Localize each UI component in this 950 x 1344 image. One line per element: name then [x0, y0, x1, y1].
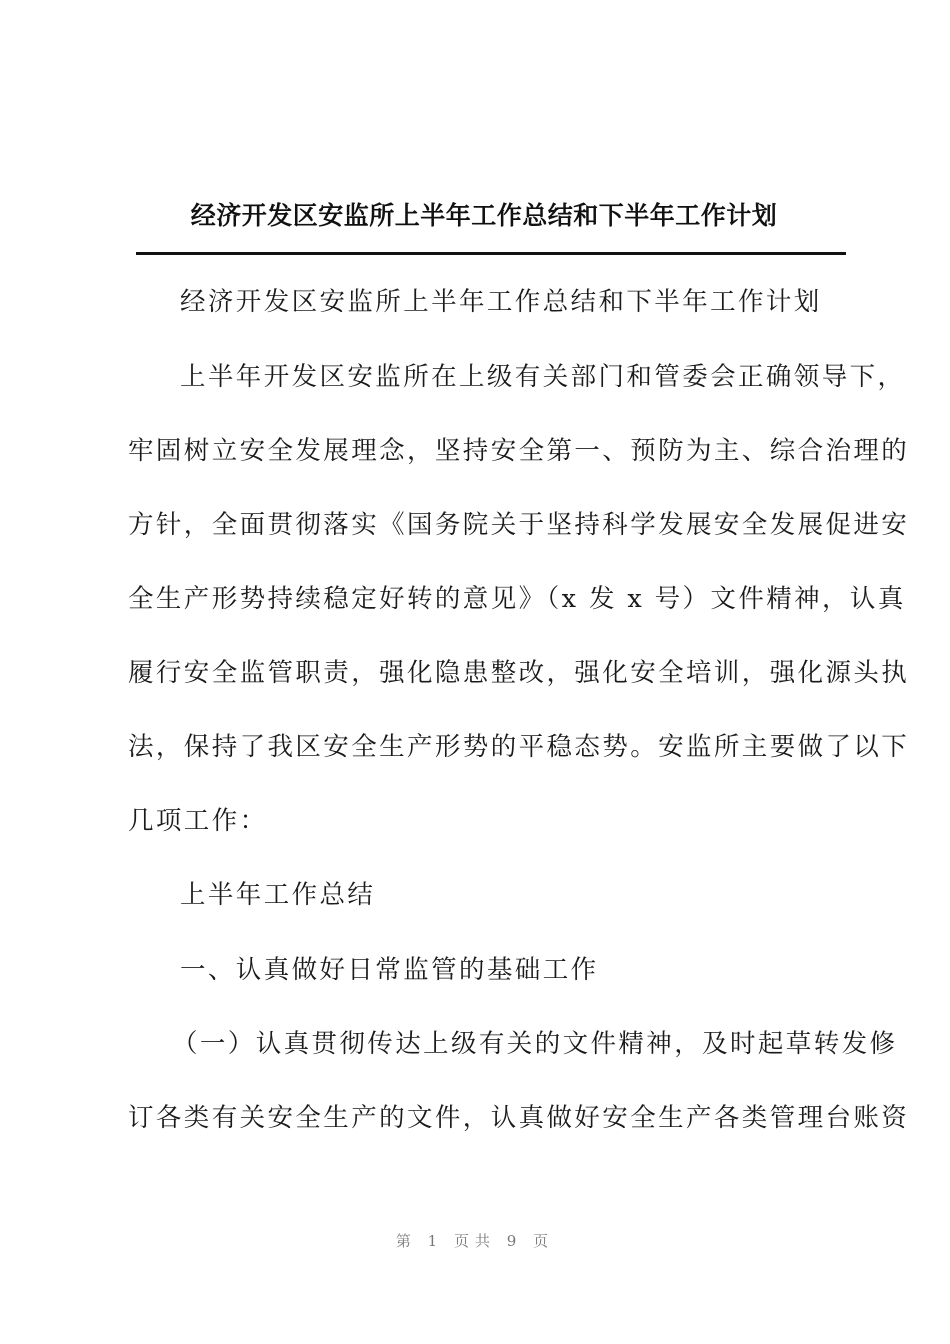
footer-middle: 页共 [453, 1232, 496, 1250]
body-subtitle: 经济开发区安监所上半年工作总结和下半年工作计划 [180, 287, 822, 317]
footer-prefix: 第 [395, 1232, 417, 1250]
document-title: 经济开发区安监所上半年工作总结和下半年工作计划 [190, 201, 778, 230]
title-underline [136, 252, 846, 255]
paragraph-line: 订各类有关安全生产的文件，认真做好安全生产各类管理台账资 [128, 1103, 910, 1133]
paragraph-line: 方针，全面贯彻落实《国务院关于坚持科学发展安全发展促进安 [128, 510, 910, 540]
paragraph-line: 履行安全监管职责，强化隐患整改，强化安全培训，强化源头执 [128, 658, 910, 688]
subsection-heading: 一、认真做好日常监管的基础工作 [180, 955, 599, 985]
paragraph-line: 几项工作： [128, 806, 268, 836]
paragraph-line: 法，保持了我区安全生产形势的平稳态势。安监所主要做了以下 [128, 732, 910, 762]
paragraph-line: 牢固树立安全发展理念，坚持安全第一、预防为主、综合治理的 [128, 436, 910, 466]
footer-total-pages: 9 [506, 1232, 523, 1250]
footer-page-number: 1 [427, 1232, 444, 1250]
paragraph-line: 上半年开发区安监所在上级有关部门和管委会正确领导下， [180, 362, 906, 392]
footer-suffix: 页 [533, 1232, 555, 1250]
section-heading: 上半年工作总结 [180, 880, 376, 910]
page-footer [0, 1230, 950, 1251]
paragraph-line: 全生产形势持续稳定好转的意见》（x 发 x 号）文件精神，认真 [128, 584, 906, 614]
paragraph-line: （一）认真贯彻传达上级有关的文件精神，及时起草转发修 [172, 1029, 898, 1059]
